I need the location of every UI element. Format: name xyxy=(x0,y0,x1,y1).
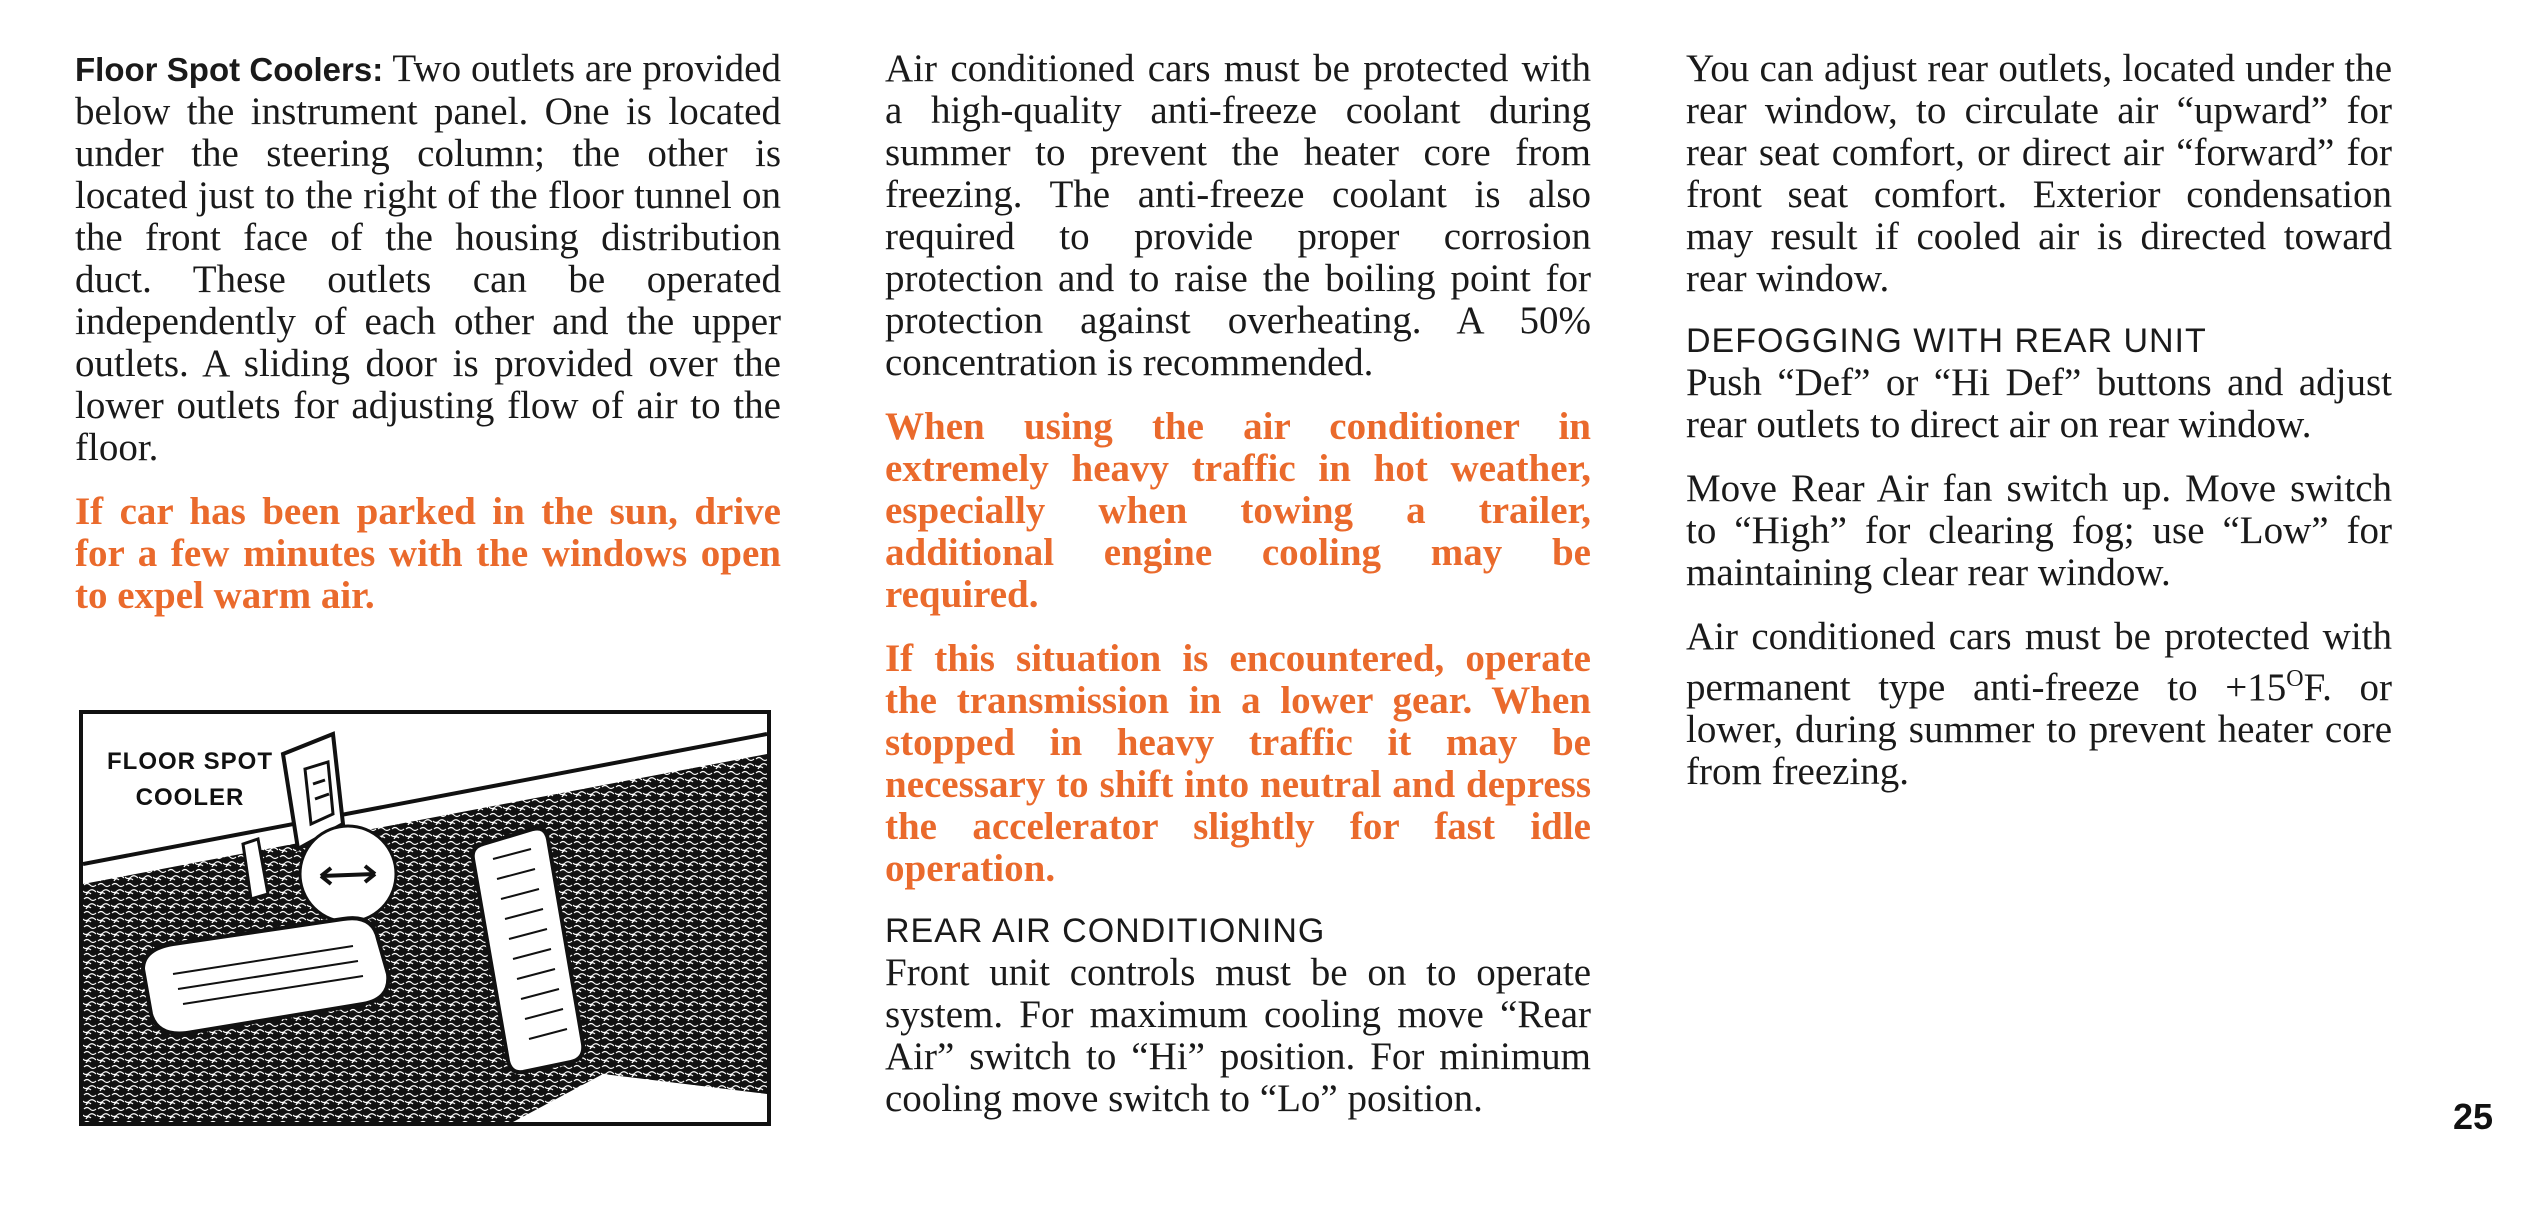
antifreeze-suffix: F. or lower, during summer to prevent heater core from freezing. xyxy=(1686,666,2393,793)
floor-spot-cooler-illustration xyxy=(79,710,771,1126)
column-right xyxy=(1686,48,2392,815)
heavy-traffic-warning: When using the air conditioner in extremely heavy traffic in hot weather, especially when towing a trailer, additional engine cooling may be required. xyxy=(885,405,1591,616)
floor-spot-text: Two outlets are provided below the instrument panel. One is located under the steering column; the other is located just to the right of the floor tunnel on the front face of the housing distribution duct. These outlets can be operated independently of each other and the upper outlets. A sliding door is provided over the lower outlets for adjusting flow of air to the floor. xyxy=(75,47,781,469)
rear-ac-heading: REAR AIR CONDITIONING xyxy=(885,912,1326,950)
lower-gear-warning: If this situation is encountered, operate the transmission in a lower gear. When stopped in heavy traffic it may be necessary to shift into neutral and depress the accelerator slightly for fast idle operation. xyxy=(885,637,1591,890)
parked-sun-warning: If car has been parked in the sun, drive for a few minutes with the windows open to expel warm air. xyxy=(75,490,781,617)
degree-mark: O xyxy=(2286,666,2304,692)
rear-ac-paragraph: Front unit controls must be on to operate system. For maximum cooling move “Rear Air” switch to “Hi” position. For minimum cooling move switch to “Lo” position. xyxy=(885,951,1591,1120)
antifreeze-paragraph: Air conditioned cars must be protected with a high-quality anti-freeze coolant during summer to prevent the heater core from freezing. The anti-freeze coolant is also required to provide proper corrosion protection and to raise the boiling point for protection against overheating. A 50% concentration is recommended. xyxy=(885,47,1591,384)
defogging-heading: DEFOGGING WITH REAR UNIT xyxy=(1686,322,2207,360)
figure-label-line2: COOLER xyxy=(135,784,245,811)
figure-label xyxy=(107,744,273,816)
column-left xyxy=(75,48,781,639)
floor-spot-paragraph xyxy=(75,48,781,469)
rear-outlets-paragraph: You can adjust rear outlets, located under the rear window, to circulate air “upward” for rear seat comfort, or direct air “forward” for front seat comfort. Exterior condensation may result if cooled air is directed toward rear window. xyxy=(1686,47,2392,300)
defog-paragraph: Push “Def” or “Hi Def” buttons and adjust rear outlets to direct air on rear window. xyxy=(1686,361,2392,446)
permanent-antifreeze-paragraph xyxy=(1686,616,2392,793)
page-number: 25 xyxy=(2452,1096,2493,1137)
column-middle xyxy=(885,48,1591,1142)
floor-outlet xyxy=(305,762,333,824)
floor-spot-lead: Floor Spot Coolers: xyxy=(75,51,384,88)
figure-label-line1: FLOOR SPOT xyxy=(107,748,273,775)
fan-switch-paragraph: Move Rear Air fan switch up. Move switch to “High” for clearing fog; use “Low” for maintaining clear rear window. xyxy=(1686,467,2392,594)
antifreeze-prefix: Air conditioned cars must be protected with permanent type anti-freeze to +15 xyxy=(1686,615,2392,709)
